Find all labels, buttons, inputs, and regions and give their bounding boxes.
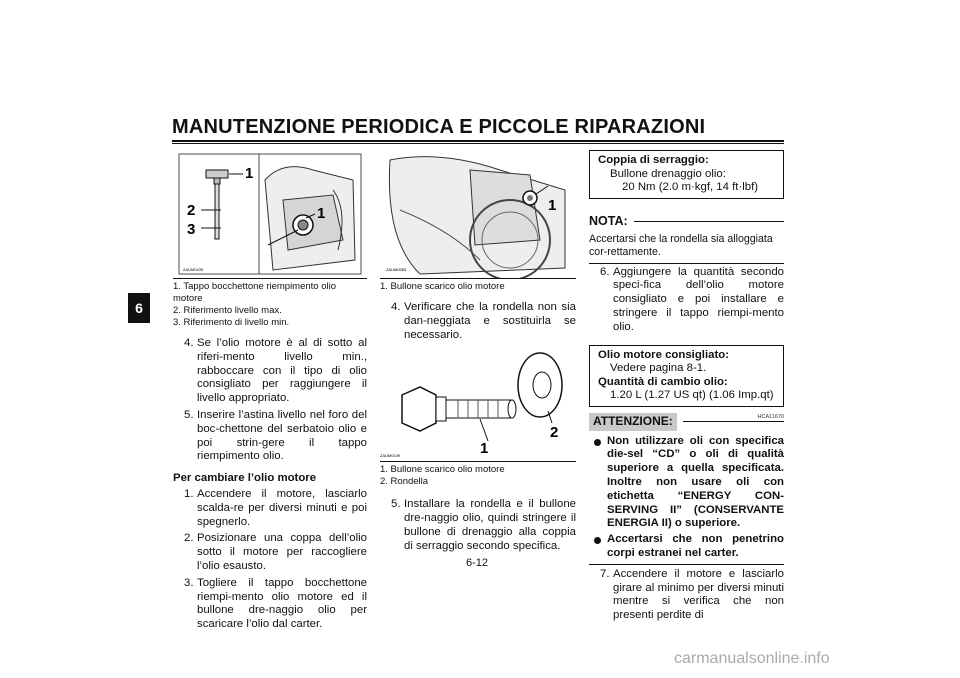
note-label: NOTA:: [589, 213, 628, 228]
callout-3: 3: [187, 221, 196, 238]
figure-bolt-washer: [380, 345, 576, 461]
oil-spec-box: [589, 345, 784, 407]
attention-end-rule: [589, 564, 784, 565]
attention-bullet: Non utilizzare oli con specifica die-sel “CD” o oli di qualità superiore a quella specificata. Inoltre non usare oli con etichetta “ENERGY CON-SERVING II” (CONSERVANTE ENERGIA II) o superiore.: [589, 435, 784, 532]
torque-item: Bullone drenaggio olio:: [610, 167, 726, 180]
bullet-icon: [594, 439, 601, 446]
note-rule: [634, 221, 784, 222]
drain-bolt-location-illustration: [380, 150, 576, 278]
oil-value: Vedere pagina 8-1.: [610, 362, 707, 375]
page-title: MANUTENZIONE PERIODICA E PICCOLE RIPARAZIONI: [172, 116, 706, 138]
step-2: 2. Posizionare una coppa dell’olio sotto il motore per raccogliere l’olio esausto.: [184, 532, 367, 572]
figure-caption: [380, 281, 576, 293]
watermark: carmanualsonline.info: [674, 650, 830, 667]
attention-code: HCA11670: [757, 413, 784, 420]
note-end-rule: [589, 263, 784, 264]
chapter-tab: 6: [128, 293, 150, 323]
oil-quantity-value: 1.20 L (1.27 US qt) (1.06 Imp.qt): [610, 389, 774, 402]
note-header: [589, 215, 784, 229]
caption-rule: [380, 461, 576, 462]
torque-spec-box: [589, 150, 784, 199]
figure-caption: [380, 464, 576, 488]
callout-1b: 1: [317, 205, 326, 222]
figure-caption: [173, 281, 367, 329]
title-rule-thin: [172, 143, 784, 144]
oil-title: Olio motore consigliato:: [598, 348, 729, 361]
note-text: Accertarsi che la rondella sia alloggiata cor-rettamente.: [589, 232, 773, 258]
step-6: 6. Aggiungere la quantità secondo speci-fica dell’olio motore consigliato e poi installare e stringere il tappo riempi-mento olio.: [600, 265, 784, 333]
callout-2: 2: [187, 202, 196, 219]
caption-line: 2. Riferimento livello max.: [173, 305, 282, 316]
title-rule: [172, 140, 784, 142]
bullet-icon: [594, 537, 601, 544]
torque-value: 20 Nm (2.0 m·kgf, 14 ft·lbf): [622, 181, 759, 194]
column-middle: [380, 150, 576, 557]
torque-title: Coppia di serraggio:: [598, 154, 709, 166]
step-7: 7. Accendere il motore e lasciarlo girare al minimo per diversi minuti mentre si verifica che non presenti perdite di: [600, 567, 784, 622]
oil-dipstick-illustration: [173, 150, 367, 278]
step-5: 5. Installare la rondella e il bullone dre-naggio olio, quindi stringere il bullone di drenaggio alla coppia di serraggio secondo specifica.: [391, 498, 576, 552]
caption-line: 1. Bullone scarico olio motore: [380, 281, 505, 292]
step-1: 1. Accendere il motore, lasciarlo scalda-re per diversi minuti e poi spegnerlo.: [184, 487, 367, 528]
callout-1: 1: [480, 440, 489, 458]
column-left: [173, 150, 367, 635]
oil-quantity-title: Quantità di cambio olio:: [598, 375, 728, 388]
subheading-oil-change: Per cambiare l’olio motore: [173, 472, 317, 485]
caption-line: 1. Bullone scarico olio motore: [380, 464, 505, 476]
step-3: 3. Togliere il tappo bocchettone riempi-mento olio motore ed il bullone dre-naggio olio per scaricare l’olio dal carter.: [184, 576, 367, 631]
figure-drain-bolt: [380, 150, 576, 278]
caption-line: 3. Riferimento di livello min.: [173, 317, 290, 328]
step-4: 4. Verificare che la rondella non sia dan-neggiata e sostituirla se necessario.: [391, 301, 576, 341]
caption-line: 2. Rondella: [380, 476, 429, 488]
callout-2: 2: [550, 424, 559, 442]
figure-code: ZAUM0439: [183, 267, 204, 272]
page-number: 6-12: [466, 557, 489, 569]
callout-1: 1: [548, 197, 557, 214]
bolt-and-washer-illustration: [380, 345, 576, 461]
callout-1a: 1: [245, 165, 254, 182]
figure-code: ZAUM0583: [386, 267, 407, 272]
column-right: [589, 150, 784, 626]
attention-label: ATTENZIONE:: [589, 413, 677, 431]
caption-rule: [380, 278, 576, 279]
figure-code: ZAUM0109: [380, 453, 401, 459]
attention-bullet: Accertarsi che non penetrino corpi estranei nel carter.: [589, 533, 784, 561]
step-5: 5. Inserire l’astina livello nel foro del boc-chettone del serbatoio olio e poi strin-gere il tappo riempimento olio.: [184, 408, 367, 463]
caption-line: 1. Tappo bocchettone riempimento olio motore: [173, 281, 337, 304]
step-4: 4. Se l’olio motore è al di sotto al riferi-mento livello min., rabboccare con il tipo di olio consigliato per raggiungere il livello appropriato.: [184, 337, 367, 405]
figure-oil-filler-cap: [173, 150, 367, 278]
caption-rule: [173, 278, 367, 279]
